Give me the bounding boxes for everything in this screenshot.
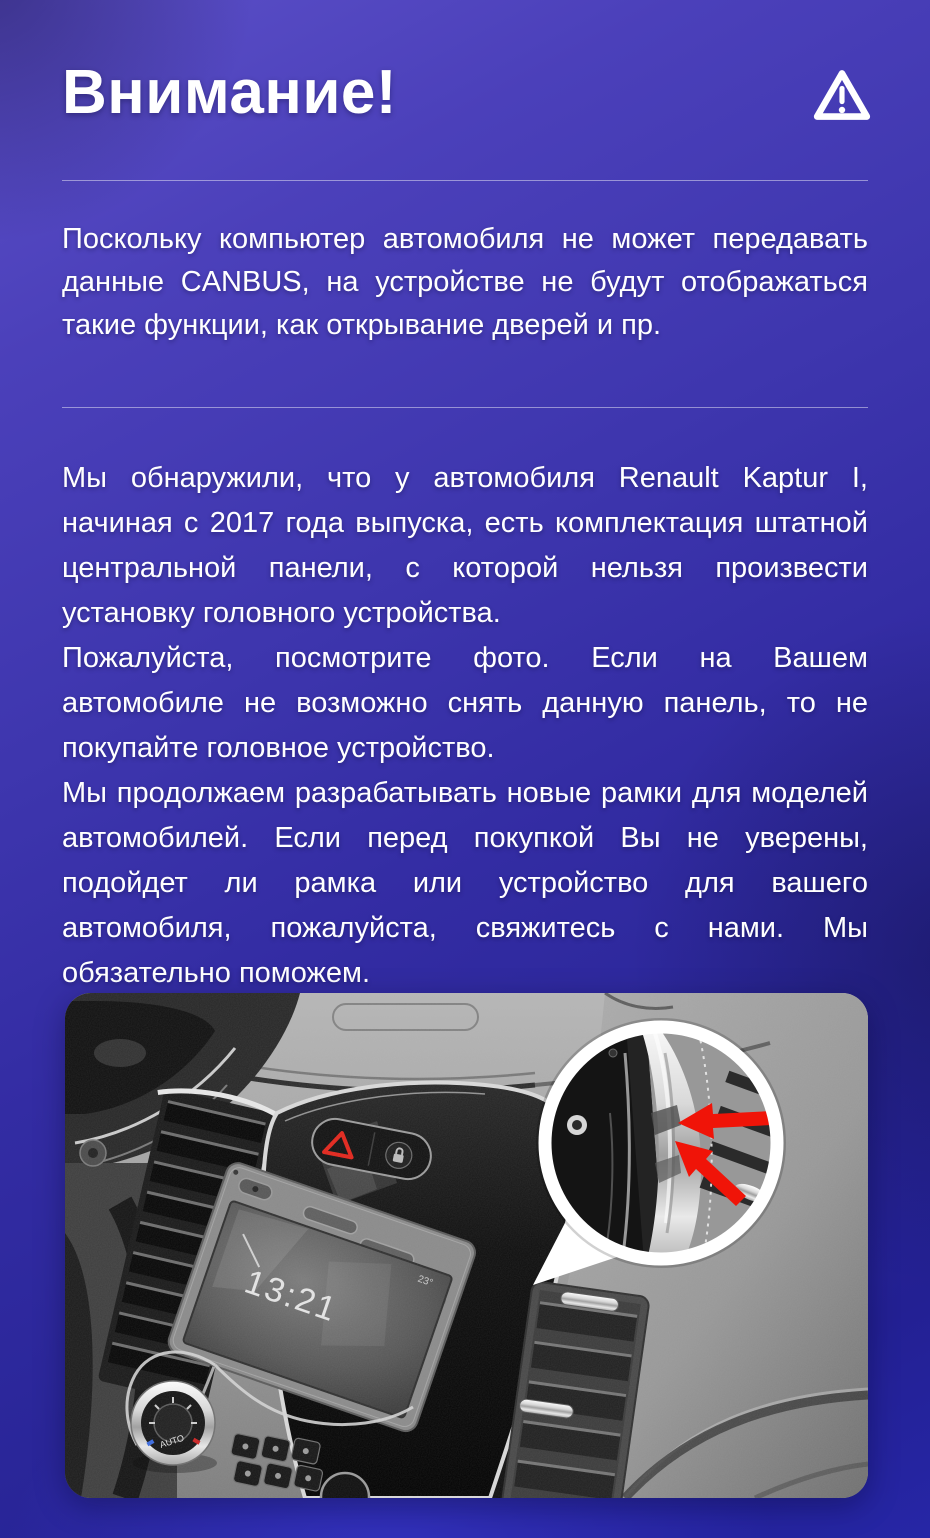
warning-triangle-icon <box>812 66 872 123</box>
dashboard-photo <box>65 993 868 1498</box>
notice-canbus: Поскольку компьютер автомобиля не может передавать данные CANBUS, на устройстве не будут отображаться такие функции, как открывание дверей и пр. <box>62 223 868 341</box>
divider-top <box>62 180 868 181</box>
notice-compatibility <box>62 456 868 996</box>
notice-paragraph: Пожалуйста, посмотрите фото. Если на Вашем автомобиле не возможно снять данную панель, то не покупайте головное устройство. <box>62 642 868 764</box>
notice-paragraph: Мы обнаружили, что у автомобиля Renault Kaptur I, начиная с 2017 года выпуска, есть комплектация штатной центральной панели, с которой нельзя произвести установку головного устройства. <box>62 462 868 629</box>
divider-middle <box>62 407 868 408</box>
notice-paragraph: Мы продолжаем разрабатывать новые рамки для моделей автомобилей. Если перед покупкой Вы не уверены, подойдет ли рамка или устройство для вашего автомобиля, пожалуйста, свяжитесь с нами. Мы обязательно поможем. <box>62 777 868 989</box>
dashboard-photo-art <box>65 993 868 1498</box>
page-title: Внимание! <box>62 58 398 127</box>
